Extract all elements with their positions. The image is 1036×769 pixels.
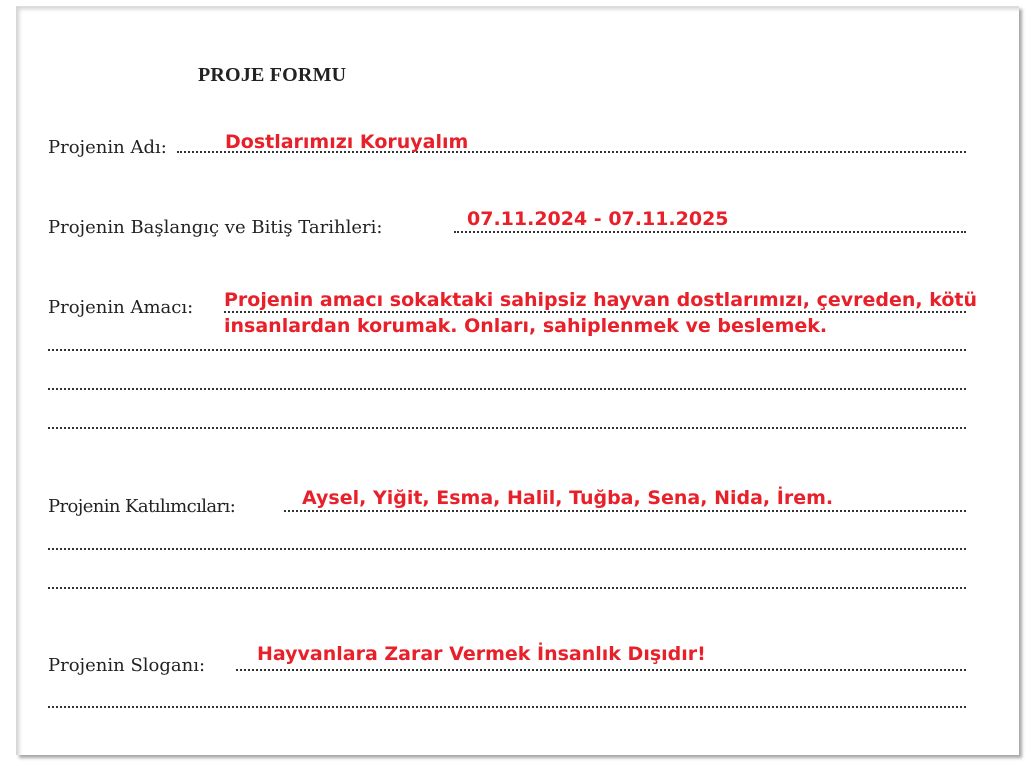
project-slogan-line-1 bbox=[236, 669, 966, 671]
project-dates-label: Projenin Başlangıç ve Bitiş Tarihleri: bbox=[48, 217, 383, 238]
project-purpose-label: Projenin Amacı: bbox=[48, 297, 194, 318]
project-slogan-label: Projenin Sloganı: bbox=[48, 655, 206, 676]
project-purpose-line-3 bbox=[48, 388, 966, 390]
project-purpose-line-2 bbox=[48, 349, 966, 351]
form-title: PROJE FORMU bbox=[198, 64, 347, 86]
project-participants-value[interactable]: Aysel, Yiğit, Esma, Halil, Tuğba, Sena, Nida, İrem. bbox=[302, 487, 834, 509]
project-slogan-line-2 bbox=[48, 706, 966, 708]
project-dates-value[interactable]: 07.11.2024 - 07.11.2025 bbox=[467, 208, 729, 230]
project-participants-line-3 bbox=[48, 587, 966, 589]
project-slogan-value[interactable]: Hayvanlara Zarar Vermek İnsanlık Dışıdır! bbox=[257, 643, 706, 665]
project-name-label: Projenin Adı: bbox=[48, 137, 167, 158]
project-participants-label: Projenin Katılımcıları: bbox=[48, 496, 236, 517]
project-name-value[interactable]: Dostlarımızı Koruyalım bbox=[225, 131, 469, 153]
project-purpose-value-line-1[interactable]: Projenin amacı sokaktaki sahipsiz hayvan dostlarımızı, çevreden, kötü bbox=[224, 289, 978, 311]
project-participants-line-2 bbox=[48, 548, 966, 550]
project-purpose-line-4 bbox=[48, 427, 966, 429]
project-purpose-value-line-2[interactable]: insanlardan korumak. Onları, sahiplenmek ve beslemek. bbox=[224, 315, 828, 337]
